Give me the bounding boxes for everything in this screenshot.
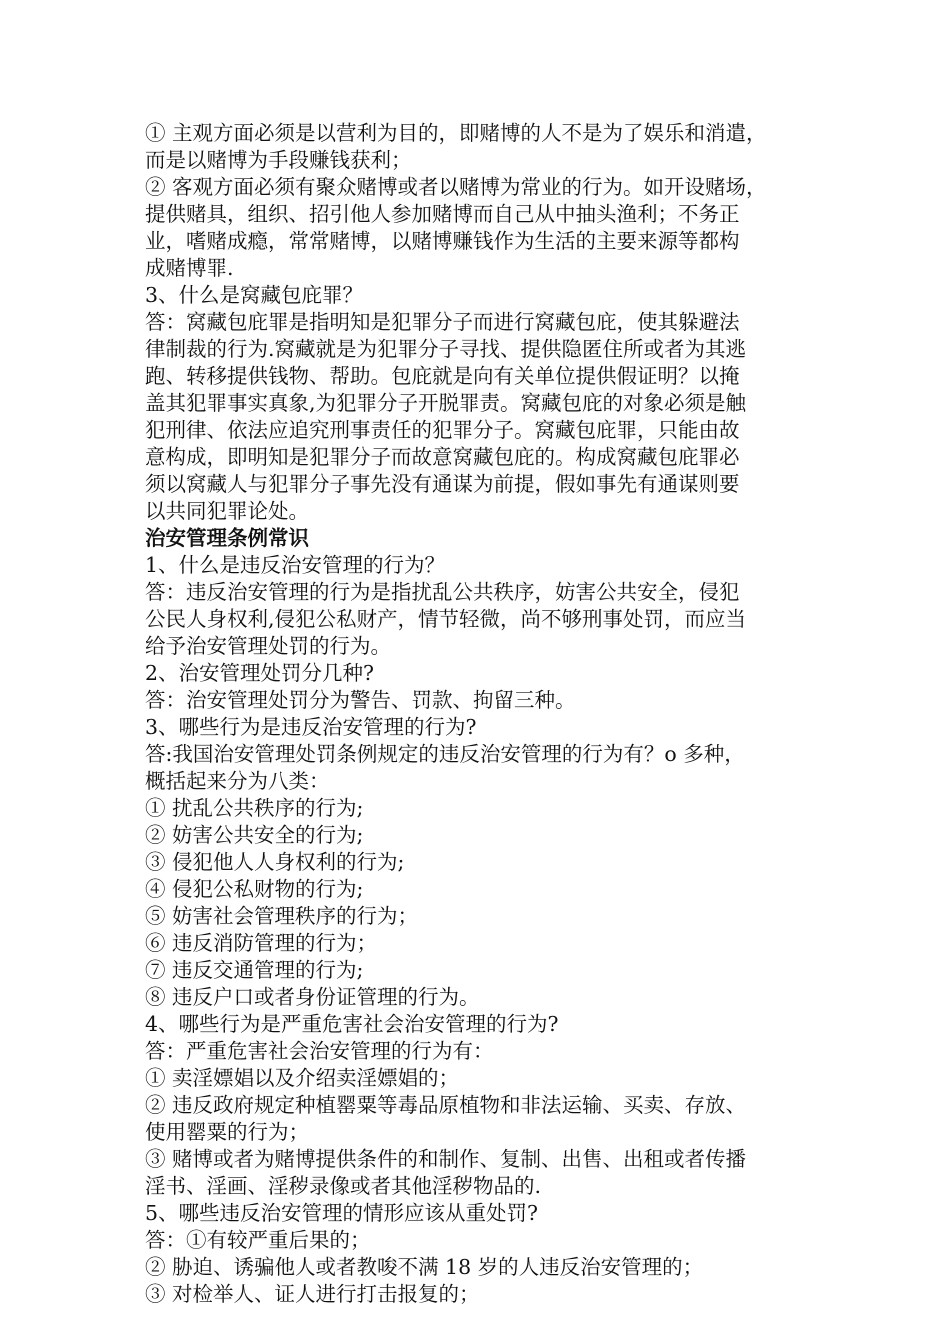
text-line: ① 卖淫嫖娼以及介绍卖淫嫖娼的； bbox=[145, 1066, 460, 1090]
text-line: ⑥ 违反消防管理的行为； bbox=[145, 931, 378, 955]
text-line: ⑦ 违反交通管理的行为; bbox=[145, 958, 364, 982]
text-line: 答：治安管理处罚分为警告、罚款、拘留三种。 bbox=[145, 688, 576, 712]
document-body bbox=[145, 120, 825, 1308]
text-line: 须以窝藏人与犯罪分子事先没有通谋为前提，假如事先有通谋则要 bbox=[145, 472, 740, 496]
text-line: 淫书、淫画、淫秽录像或者其他淫秽物品的. bbox=[145, 1174, 542, 1198]
text-line: 给予治安管理处罚的行为。 bbox=[145, 634, 391, 658]
text-line: 跑、转移提供钱物、帮助。包庇就是向有关单位提供假证明？以掩 bbox=[145, 364, 740, 388]
text-line: ③ 侵犯他人人身权利的行为; bbox=[145, 850, 405, 874]
text-line: ⑧ 违反户口或者身份证管理的行为。 bbox=[145, 985, 480, 1009]
text-line: 成赌博罪. bbox=[145, 256, 234, 280]
text-line: ② 胁迫、诱骗他人或者教唆不满 18 岁的人违反治安管理的； bbox=[145, 1255, 704, 1279]
text-line: ① 主观方面必须是以营利为目的，即赌博的人不是为了娱乐和消遣， bbox=[145, 121, 767, 145]
text-line: ② 违反政府规定种植罂粟等毒品原植物和非法运输、买卖、存放、 bbox=[145, 1093, 747, 1117]
text-line: ② 妨害公共安全的行为; bbox=[145, 823, 364, 847]
text-line: 以共同犯罪论处。 bbox=[145, 499, 309, 523]
text-line: ① 扰乱公共秩序的行为; bbox=[145, 796, 364, 820]
text-line: 而是以赌博为手段赚钱获利； bbox=[145, 148, 412, 172]
text-line: ⑤ 妨害社会管理秩序的行为； bbox=[145, 904, 419, 928]
text-line: 4、哪些行为是严重危害社会治安管理的行为? bbox=[145, 1012, 559, 1036]
text-line: ③ 对检举人、证人进行打击报复的； bbox=[145, 1282, 480, 1306]
text-line: 答：窝藏包庇罪是指明知是犯罪分子而进行窝藏包庇，使其躲避法 bbox=[145, 310, 740, 334]
text-line: 2、治安管理处罚分几种? bbox=[145, 661, 375, 685]
text-line: 1、什么是违反治安管理的行为？ bbox=[145, 553, 446, 577]
text-line: 律制裁的行为.窝藏就是为犯罪分子寻找、提供隐匿住所或者为其逃 bbox=[145, 337, 747, 361]
text-line: 提供赌具，组织、招引他人参加赌博而自己从中抽头渔利；不务正 bbox=[145, 202, 740, 226]
text-line: ④ 侵犯公私财物的行为; bbox=[145, 877, 364, 901]
text-line: 5、哪些违反治安管理的情形应该从重处罚? bbox=[145, 1201, 539, 1225]
text-line: 概括起来分为八类： bbox=[145, 769, 330, 793]
text-line: ② 客观方面必须有聚众赌博或者以赌博为常业的行为。如开设赌场， bbox=[145, 175, 767, 199]
text-line: 答：①有较严重后果的； bbox=[145, 1228, 371, 1252]
text-line: 盖其犯罪事实真象,为犯罪分子开脱罪责。窝藏包庇的对象必须是触 bbox=[145, 391, 747, 415]
section-heading: 治安管理条例常识 bbox=[145, 526, 309, 550]
text-line: 使用罂粟的行为； bbox=[145, 1120, 309, 1144]
text-line: 业，嗜赌成瘾，常常赌博，以赌博赚钱作为生活的主要来源等都构 bbox=[145, 229, 740, 253]
text-line: 答：严重危害社会治安管理的行为有： bbox=[145, 1039, 494, 1063]
text-line: 公民人身权利,侵犯公私财产，情节轻微，尚不够刑事处罚，而应当 bbox=[145, 607, 747, 631]
text-line: 答:我国治安管理处罚条例规定的违反治安管理的行为有？o 多种， bbox=[145, 742, 745, 766]
text-line: 意构成，即明知是犯罪分子而故意窝藏包庇的。构成窝藏包庇罪必 bbox=[145, 445, 740, 469]
text-line: 3、哪些行为是违反治安管理的行为? bbox=[145, 715, 477, 739]
text-line: ③ 赌博或者为赌博提供条件的和制作、复制、出售、出租或者传播 bbox=[145, 1147, 747, 1171]
text-line: 犯刑律、依法应追究刑事责任的犯罪分子。窝藏包庇罪，只能由故 bbox=[145, 418, 740, 442]
text-line: 3、什么是窝藏包庇罪？ bbox=[145, 283, 364, 307]
text-line: 答：违反治安管理的行为是指扰乱公共秩序，妨害公共安全，侵犯 bbox=[145, 580, 740, 604]
